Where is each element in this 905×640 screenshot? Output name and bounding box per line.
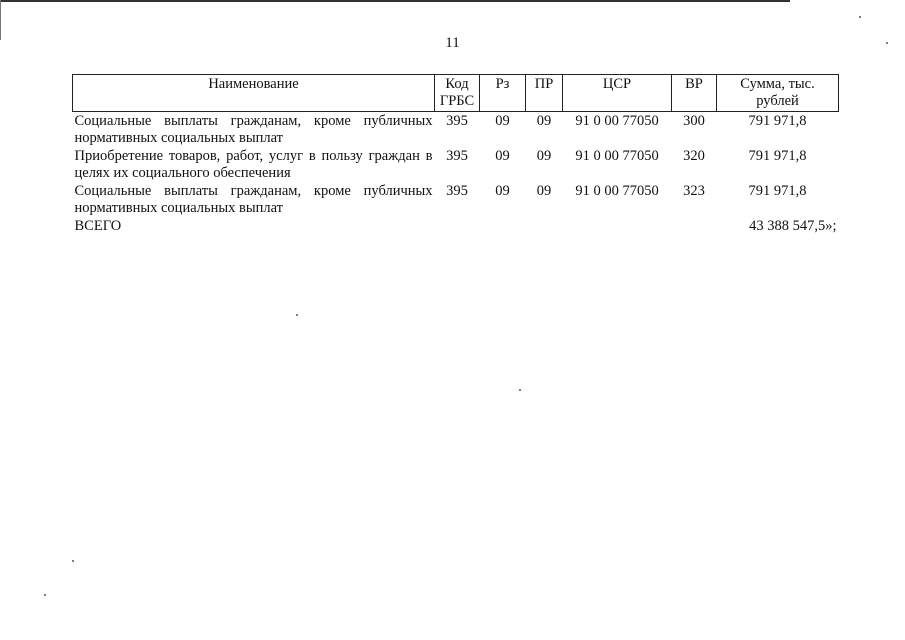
table-total-row	[73, 217, 839, 238]
budget-table	[72, 74, 839, 238]
total-spacer	[435, 217, 717, 238]
header-pr: ПР	[526, 75, 563, 112]
table-row	[73, 182, 839, 217]
header-rz: Рз	[480, 75, 526, 112]
row-grbs: 395	[446, 113, 468, 129]
row-sum: 791 971,8	[748, 148, 807, 164]
header-grbs: Код ГРБС	[435, 75, 480, 112]
scan-speck	[859, 16, 861, 18]
total-label: ВСЕГО	[74, 218, 122, 234]
scan-left-edge	[0, 0, 1, 40]
scan-top-border	[0, 0, 790, 2]
row-sum: 791 971,8	[748, 183, 807, 199]
header-csr: ЦСР	[563, 75, 672, 112]
row-grbs: 395	[446, 183, 468, 199]
table-row	[73, 112, 839, 148]
row-csr: 91 0 00 77050	[575, 148, 659, 164]
total-sum: 43 388 547,5»;	[749, 218, 837, 234]
scan-speck	[296, 314, 298, 316]
page-number: 11	[445, 35, 460, 51]
row-pr: 09	[536, 113, 552, 129]
row-grbs: 395	[446, 148, 468, 164]
header-vr: ВР	[672, 75, 717, 112]
row-rz: 09	[495, 183, 510, 199]
header-name: Наименование	[73, 75, 435, 112]
scan-speck	[44, 594, 46, 596]
row-name: Социальные выплаты гражданам, кроме публичных нормативных социальных выплат	[74, 113, 433, 146]
row-pr: 09	[536, 148, 552, 164]
row-rz: 09	[495, 148, 510, 164]
row-csr: 91 0 00 77050	[575, 113, 659, 129]
scan-speck	[519, 389, 521, 391]
row-vr: 320	[683, 148, 705, 164]
row-vr: 300	[683, 113, 705, 129]
row-rz: 09	[495, 113, 510, 129]
row-sum: 791 971,8	[748, 113, 807, 129]
row-name: Социальные выплаты гражданам, кроме публичных нормативных социальных выплат	[74, 183, 433, 216]
row-pr: 09	[536, 183, 552, 199]
table-header-row	[73, 75, 839, 112]
row-vr: 323	[683, 183, 705, 199]
row-name: Приобретение товаров, работ, услуг в пользу граждан в целях их социального обеспечения	[74, 148, 433, 181]
scan-speck	[72, 560, 74, 562]
row-csr: 91 0 00 77050	[575, 183, 659, 199]
table-row	[73, 147, 839, 182]
header-sum: Сумма, тыс. рублей	[717, 75, 839, 112]
